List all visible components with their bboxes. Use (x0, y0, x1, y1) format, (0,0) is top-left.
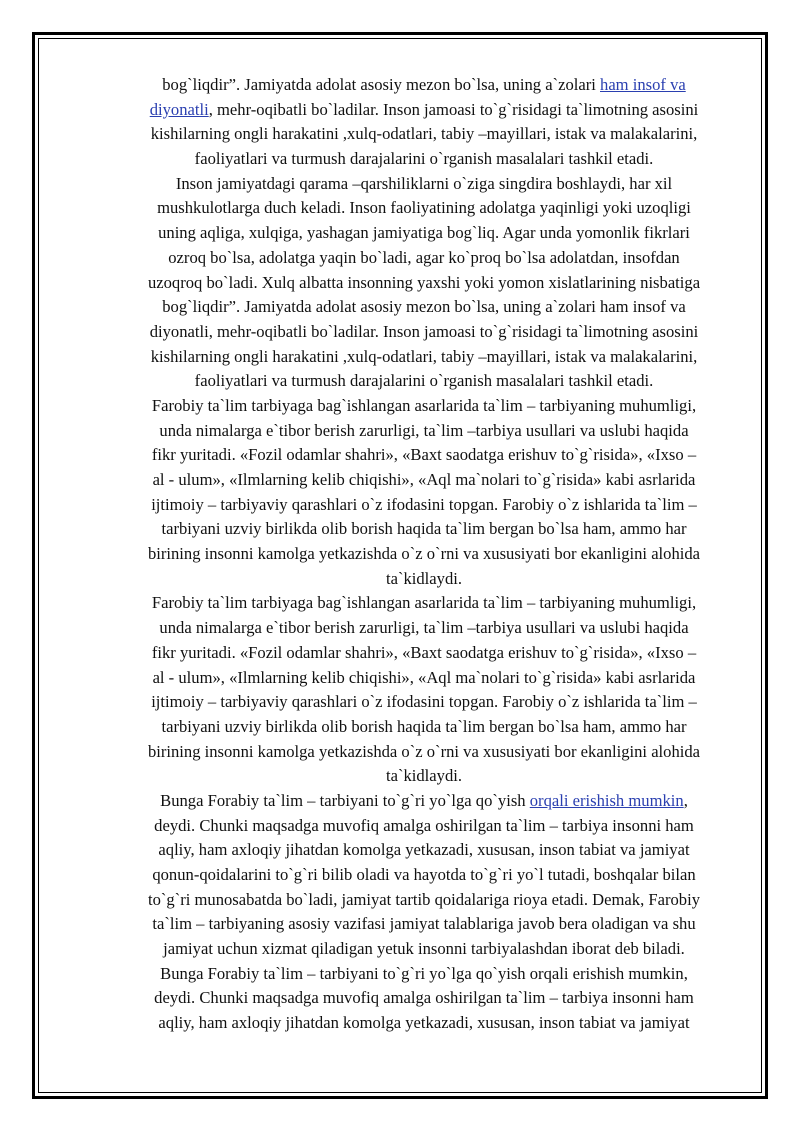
text-segment: aqliy, ham axloqiy jihatdan komolga yetkazadi, xususan, inson tabiat va jamiyat (158, 1013, 690, 1033)
text-line (106, 394, 742, 419)
text-segment: ijtimoiy – tarbiyaviy qarashlari o`z ifodasini topgan. Farobiy o`z ishlarida ta`lim – (151, 692, 697, 712)
text-segment: ozroq bo`lsa, adolatga yaqin bo`ladi, agar ko`proq bo`lsa adolatdan, insofdan (168, 247, 680, 267)
text-line (106, 616, 742, 641)
text-line (106, 147, 742, 172)
text-segment: fikr yuritadi. «Fozil odamlar shahri», «Baxt saodatga erishuv to`g`risida», «Ixso – (151, 445, 697, 465)
document-body (106, 73, 742, 1036)
text-line (106, 493, 742, 518)
text-line (106, 690, 742, 715)
text-segment: al - ulum», «Ilmlarning kelib chiqishi», «Aql ma`nolari to`g`risida» kabi asrlarida (152, 470, 696, 489)
text-segment: tarbiyani uzviy birlikda olib borish haqida ta`lim bergan bo`lsa ham, ammo har (161, 716, 687, 736)
text-segment: tarbiyani uzviy birlikda olib borish haqida ta`lim bergan bo`lsa ham, ammo har (161, 519, 687, 539)
text-line (106, 98, 742, 123)
text-segment: qonun-qoidalarini to`g`ri bilib oladi va hayotda to`g`ri yo`l tutadi, boshqalar bilan (152, 865, 696, 884)
text-segment: Bunga Forabiy ta`lim – tarbiyani to`g`ri yo`lga qo`yish (160, 790, 530, 810)
text-line (106, 962, 742, 987)
text-segment: aqliy, ham axloqiy jihatdan komolga yetkazadi, xususan, inson tabiat va jamiyat (158, 840, 690, 860)
text-segment: unda nimalarga e`tibor berish zarurligi, ta`lim –tarbiya usullari va uslubi haqida (159, 420, 689, 440)
text-line (106, 838, 742, 863)
text-line (106, 740, 742, 765)
text-line (106, 172, 742, 197)
text-line (106, 888, 742, 913)
text-segment: to`g`ri munosabatda bo`ladi, jamiyat tartib qoidalariga rioya etadi. Demak, Farobiy (147, 889, 701, 909)
text-line (106, 715, 742, 740)
text-segment: diyonatli, mehr-oqibatli bo`ladilar. Inson jamoasi to`g`risidagi ta`limotning asosini (149, 321, 699, 341)
text-segment: Farobiy ta`lim tarbiyaga bag`ishlangan asarlarida ta`lim – tarbiyaning muhumligi, (151, 593, 697, 613)
text-line (106, 1011, 742, 1036)
text-line (106, 986, 742, 1011)
text-segment: fikr yuritadi. «Fozil odamlar shahri», «Baxt saodatga erishuv to`g`risida», «Ixso – (151, 642, 697, 662)
text-line (106, 320, 742, 345)
text-segment: kishilarning ongli harakatini ,xulq-odatlari, tabiy –mayillari, istak va malakalarini, (150, 124, 698, 144)
text-line (106, 764, 742, 789)
text-line (106, 789, 742, 814)
hyperlink[interactable]: ham insof va (600, 75, 686, 94)
text-segment: uzoqroq bo`ladi. Xulq albatta insonning yaxshi yoki yomon xislatlarining nisbatiga (147, 272, 701, 292)
text-line (106, 641, 742, 666)
text-line (106, 246, 742, 271)
text-line (106, 814, 742, 839)
text-line (106, 542, 742, 567)
text-line (106, 517, 742, 542)
text-line (106, 863, 742, 888)
text-line (106, 419, 742, 444)
text-line (106, 73, 742, 98)
text-segment: ta`lim – tarbiyaning asosiy vazifasi jamiyat talablariga javob bera oladigan va shu (152, 914, 696, 934)
text-line (106, 345, 742, 370)
text-line (106, 221, 742, 246)
text-segment: ta`kidlaydi. (385, 766, 463, 786)
text-segment: , mehr-oqibatli bo`ladilar. Inson jamoasi to`g`risidagi ta`limotning asosini (208, 99, 699, 119)
text-segment: Farobiy ta`lim tarbiyaga bag`ishlangan asarlarida ta`lim – tarbiyaning muhumligi, (151, 395, 697, 415)
text-line (106, 567, 742, 592)
text-line (106, 369, 742, 394)
text-line (106, 196, 742, 221)
text-segment: al - ulum», «Ilmlarning kelib chiqishi», «Aql ma`nolari to`g`risida» kabi asrlarida (152, 667, 696, 687)
text-line (106, 295, 742, 320)
text-line (106, 666, 742, 691)
text-segment: deydi. Chunki maqsadga muvofiq amalga oshirilgan ta`lim – tarbiya insonni ham (154, 988, 694, 1008)
hyperlink[interactable]: orqali erishish mumkin (529, 790, 684, 810)
text-segment: faoliyatlari va turmush darajalarini o`rganish masalalari tashkil etadi. (194, 371, 654, 391)
text-line (106, 271, 742, 296)
text-segment: bog`liqdir”. Jamiyatda adolat asosiy mezon bo`lsa, uning a`zolari ham insof va (162, 297, 686, 317)
text-segment: Bunga Forabiy ta`lim – tarbiyani to`g`ri yo`lga qo`yish orqali erishish mumkin, (160, 963, 688, 983)
text-segment: birining insonni kamolga yetkazishda o`z o`rni va xususiyati bor ekanligini alohida (147, 741, 701, 761)
text-segment: uning aqliga, xulqiga, yashagan jamiyatiga bog`liq. Agar unda yomonlik fikrlari (158, 223, 690, 243)
text-segment: faoliyatlari va turmush darajalarini o`rganish masalalari tashkil etadi. (194, 149, 654, 169)
text-line (106, 122, 742, 147)
text-segment: kishilarning ongli harakatini ,xulq-odatlari, tabiy –mayillari, istak va malakalarini, (150, 346, 698, 366)
text-line (106, 937, 742, 962)
text-segment: deydi. Chunki maqsadga muvofiq amalga oshirilgan ta`lim – tarbiya insonni ham (154, 815, 694, 835)
text-segment: bog`liqdir”. Jamiyatda adolat asosiy mezon bo`lsa, uning a`zolari (162, 75, 601, 94)
text-segment: mushkulotlarga duch keladi. Inson faoliyatining adolatga yaqinligi yoki uzoqligi (157, 198, 691, 218)
text-segment: ta`kidlaydi. (385, 568, 463, 588)
text-segment: Inson jamiyatdagi qarama –qarshiliklarni o`ziga singdira boshlaydi, har xil (175, 173, 673, 193)
hyperlink[interactable]: diyonatli (149, 99, 209, 119)
text-line (106, 443, 742, 468)
text-line (106, 468, 742, 493)
text-line (106, 591, 742, 616)
text-segment: , (683, 790, 688, 810)
text-segment: ijtimoiy – tarbiyaviy qarashlari o`z ifodasini topgan. Farobiy o`z ishlarida ta`lim – (151, 494, 697, 514)
text-segment: birining insonni kamolga yetkazishda o`z o`rni va xususiyati bor ekanligini alohida (147, 544, 701, 564)
text-line (106, 912, 742, 937)
text-segment: jamiyat uchun xizmat qiladigan yetuk insonni tarbiyalashdan iborat deb biladi. (163, 939, 685, 959)
text-segment: unda nimalarga e`tibor berish zarurligi, ta`lim –tarbiya usullari va uslubi haqida (159, 618, 689, 638)
